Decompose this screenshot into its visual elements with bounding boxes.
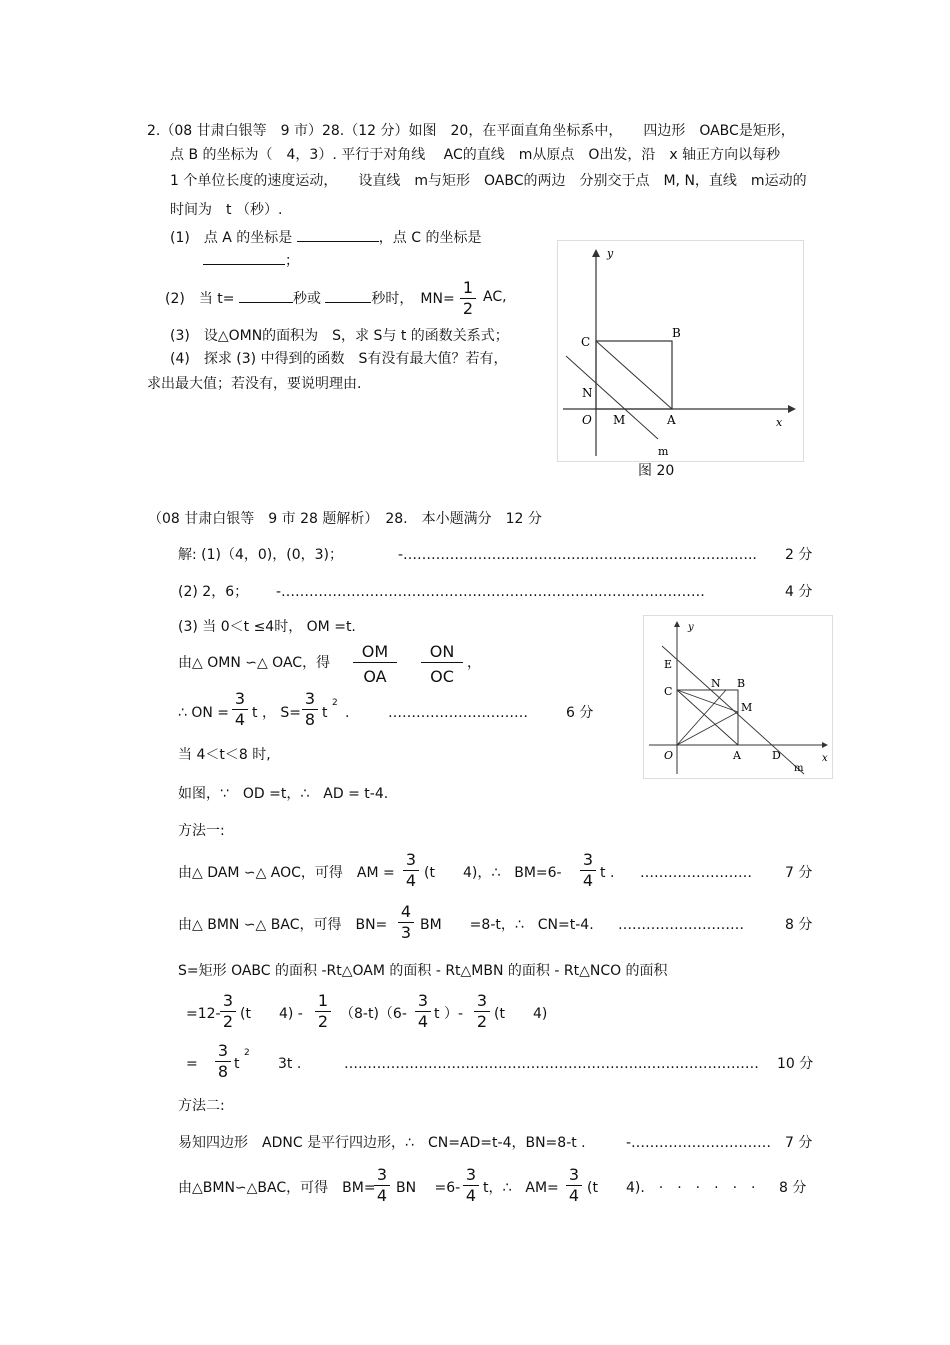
m2-line-1-dots: -………………………… xyxy=(626,1135,772,1151)
q2-frac-den: 2 xyxy=(460,298,476,319)
frac-num: 3 xyxy=(582,850,594,869)
question-4: (4) 探求 (3) 中得到的函数 S有没有最大值？若有， xyxy=(170,351,508,367)
q2-text-b: 秒或 xyxy=(292,291,321,307)
sol-4-frac-2 xyxy=(421,642,463,687)
label-m: M xyxy=(741,701,753,714)
m1-line-4-a: = xyxy=(186,1056,198,1072)
frac-num: 3 xyxy=(217,1041,229,1060)
frac-den: 4 xyxy=(403,870,419,891)
m1-line-3-frac-2 xyxy=(315,991,331,1032)
problem-line-3: 1 个单位长度的速度运动， 设直线 m与矩形 OABC的两边 分别交于点 M, N，直线 m运动的 xyxy=(170,173,807,189)
q2-text-a: (2) 当 t= xyxy=(165,291,235,307)
frac-den: 8 xyxy=(302,709,318,730)
line-m xyxy=(566,356,658,439)
label-b: B xyxy=(737,677,746,690)
label-y: y xyxy=(607,247,614,260)
frac-num: OM xyxy=(361,642,389,661)
m1-line-1-frac-2 xyxy=(580,850,596,891)
frac-den: 4 xyxy=(566,1185,582,1206)
label-b: B xyxy=(672,326,681,340)
y-axis-arrow xyxy=(674,621,680,627)
label-c: C xyxy=(581,335,591,349)
frac-num: 3 xyxy=(304,689,316,708)
m2-line-2-d: (t 4). · · · · · · xyxy=(587,1180,756,1196)
sol-1-dots: -……………………………………………………..………….. xyxy=(398,547,757,563)
label-line-m: m xyxy=(794,763,804,774)
diagonal-ac xyxy=(677,690,738,745)
m2-line-2-frac-2 xyxy=(463,1165,479,1206)
label-o: O xyxy=(582,413,592,427)
x-axis-arrow xyxy=(822,742,828,748)
frac-num: 3 xyxy=(476,991,488,1010)
sol-5-score: 6 分 xyxy=(566,705,594,721)
q2-text-d: AC, xyxy=(483,289,507,305)
sol-4-b: ， xyxy=(467,655,481,671)
frac-num: 3 xyxy=(376,1165,388,1184)
label-e: E xyxy=(664,658,673,671)
question-1 xyxy=(170,227,481,247)
m2-line-1-a: 易知四边形 ADNC 是平行四边形，∴ CN=AD=t-4，BN=8-t . xyxy=(178,1135,586,1151)
q1-text-a: (1) 点 A 的坐标是 xyxy=(170,230,293,246)
frac-num: 3 xyxy=(465,1165,477,1184)
m1-line-2-b: BM =8-t，∴ CN=t-4. xyxy=(420,917,594,933)
q2-fraction xyxy=(460,278,476,319)
frac-den: 4 xyxy=(415,1011,431,1032)
frac-den: 2 xyxy=(474,1011,490,1032)
problem-header: 2.（08 甘肃白银等 9 市）28.（12 分）如图 20，在平面直角坐标系中， 四边形 OABC是矩形， xyxy=(147,123,795,139)
m2-line-2-b: BN =6- xyxy=(396,1180,461,1196)
m1-line-3-d: t ）- xyxy=(434,1006,463,1022)
m1-line-3-frac-3 xyxy=(415,991,431,1032)
frac-den: 2 xyxy=(220,1011,236,1032)
q1-text-c: ； xyxy=(285,253,299,269)
sol-5-dots: ………………………… xyxy=(388,705,528,721)
question-2 xyxy=(165,288,455,308)
m1-area-formula: S=矩形 OABC 的面积 -Rt△OAM 的面积 - Rt△MBN 的面积 - Rt△NCO 的面积 xyxy=(178,963,668,979)
frac-den: OA xyxy=(353,662,397,687)
sol-5-c: t xyxy=(322,705,328,721)
sol-1: 解: (1)（4，0)，(0，3)； xyxy=(178,547,344,563)
q2-frac-num: 1 xyxy=(462,278,474,297)
m1-line-1-frac-1 xyxy=(403,850,419,891)
m2-line-2-score: 8 分 xyxy=(779,1180,807,1196)
label-y: y xyxy=(688,622,694,633)
frac-den: OC xyxy=(421,662,463,687)
m1-line-4-score: 10 分 xyxy=(777,1056,814,1072)
method-2: 方法二: xyxy=(178,1098,225,1114)
frac-num: 4 xyxy=(400,902,412,921)
label-d: D xyxy=(772,749,781,762)
m1-line-1-a: 由△ DAM ∽△ AOC，可得 AM = xyxy=(178,865,395,881)
sol-5-frac-2 xyxy=(302,689,318,730)
m1-line-1-c: t . xyxy=(600,865,615,881)
m1-line-1-b: (t 4)，∴ BM=6- xyxy=(424,865,562,881)
m1-line-1-dots: …………………… xyxy=(640,865,752,881)
sol-7: 如图，∵ OD =t，∴ AD = t-4. xyxy=(178,786,389,802)
m2-line-2-frac-3 xyxy=(566,1165,582,1206)
figure-20-caption: 图 20 xyxy=(638,463,675,479)
label-x: x xyxy=(822,753,828,764)
m1-line-3-frac-4 xyxy=(474,991,490,1032)
frac-num: 3 xyxy=(222,991,234,1010)
label-c: C xyxy=(664,685,673,698)
figure-20 xyxy=(557,240,804,462)
q1-text-b: ，点 C 的坐标是 xyxy=(378,230,482,246)
y-axis-arrow xyxy=(592,249,600,257)
segment-on xyxy=(677,690,726,745)
frac-num: 3 xyxy=(417,991,429,1010)
m2-line-2-c: t，∴ AM= xyxy=(483,1180,559,1196)
sol-2-dots: -…………………………………………………………..…………..……… xyxy=(276,584,705,600)
m1-line-3-a: =12- xyxy=(186,1006,221,1022)
label-a: A xyxy=(733,749,741,762)
sol-3: (3) 当 0＜t ≤4时， OM =t. xyxy=(178,619,356,635)
sol-5-b: t ， S= xyxy=(252,705,302,721)
frac-den: 2 xyxy=(315,1011,331,1032)
m1-line-3-c: （8-t)（6- xyxy=(340,1006,407,1022)
sol-2: (2) 2，6； xyxy=(178,584,249,600)
frac-num: 1 xyxy=(317,991,329,1010)
m2-line-2-frac-1 xyxy=(374,1165,390,1206)
question-1-cont xyxy=(203,250,299,270)
q2-blank-b xyxy=(325,288,371,303)
label-line-m: m xyxy=(658,445,669,458)
m1-line-1-score: 7 分 xyxy=(785,865,813,881)
m1-line-4-frac xyxy=(215,1041,231,1082)
frac-num: 3 xyxy=(405,850,417,869)
solution-title: （08 甘肃白银等 9 市 28 题解析） 28. 本小题满分 12 分 xyxy=(148,511,542,527)
label-o: O xyxy=(664,749,674,762)
sol-5-d: . xyxy=(345,705,350,721)
m1-line-2-dots: ……………………… xyxy=(618,917,744,933)
label-n: N xyxy=(582,386,593,400)
sol-2-score: 4 分 xyxy=(785,584,813,600)
q1-blank-a xyxy=(297,227,379,242)
label-a: A xyxy=(667,413,676,427)
frac-num: 3 xyxy=(234,689,246,708)
sol-4-a: 由△ OMN ∽△ OAC，得 xyxy=(178,655,331,671)
method-1: 方法一: xyxy=(178,823,225,839)
frac-den: 4 xyxy=(232,709,248,730)
sol-4-frac-1 xyxy=(353,642,397,687)
solution-figure xyxy=(643,615,833,779)
sol-6: 当 4＜t＜8 时, xyxy=(178,747,271,763)
figure-20-svg xyxy=(558,241,803,461)
question-4-cont: 求出最大值；若没有，要说明理由. xyxy=(147,376,362,392)
m1-line-4-c: 3t . xyxy=(278,1056,302,1072)
label-x: x xyxy=(776,416,783,429)
frac-num: 3 xyxy=(568,1165,580,1184)
frac-den: 3 xyxy=(398,922,414,943)
label-m: M xyxy=(613,413,626,427)
label-n: N xyxy=(711,677,721,690)
sol-5-frac-1 xyxy=(232,689,248,730)
q1-blank-c xyxy=(203,250,285,265)
q2-text-c: 秒时， MN= xyxy=(371,291,455,307)
frac-den: 4 xyxy=(374,1185,390,1206)
m1-line-4-sup: 2 xyxy=(244,1048,250,1058)
sol-1-score: 2 分 xyxy=(785,547,813,563)
m2-line-1-score: 7 分 xyxy=(785,1135,813,1151)
m1-line-4-b: t xyxy=(234,1056,240,1072)
solution-figure-svg xyxy=(644,616,832,778)
m1-line-3-frac-1 xyxy=(220,991,236,1032)
problem-line-2: 点 B 的坐标为（ 4，3）. 平行于对角线 AC的直线 m从原点 O出发，沿 x 轴正方向以每秒 xyxy=(170,147,781,163)
diagonal-ac xyxy=(596,341,672,409)
frac-den: 4 xyxy=(580,870,596,891)
m1-line-2-score: 8 分 xyxy=(785,917,813,933)
frac-num: ON xyxy=(429,642,455,661)
sol-5-a: ∴ ON = xyxy=(178,705,230,721)
x-axis-arrow xyxy=(788,405,796,413)
m1-line-4-dots: ………………………………………………………..…………………… xyxy=(344,1056,759,1072)
m1-line-2-a: 由△ BMN ∽△ BAC，可得 BN= xyxy=(178,917,388,933)
frac-den: 4 xyxy=(463,1185,479,1206)
m1-line-2-frac xyxy=(398,902,414,943)
q2-blank-a xyxy=(239,288,293,303)
m1-line-3-e: (t 4) xyxy=(494,1006,548,1022)
question-3: (3) 设△OMN的面积为 S，求 S与 t 的函数关系式； xyxy=(170,328,509,344)
segment-cm xyxy=(677,690,738,712)
problem-line-4: 时间为 t （秒）. xyxy=(170,202,283,218)
sol-5-sup: 2 xyxy=(332,698,338,708)
frac-den: 8 xyxy=(215,1061,231,1082)
m2-line-2-a: 由△BMN∽△BAC，可得 BM= xyxy=(178,1180,376,1196)
m1-line-3-b: (t 4) - xyxy=(240,1006,303,1022)
